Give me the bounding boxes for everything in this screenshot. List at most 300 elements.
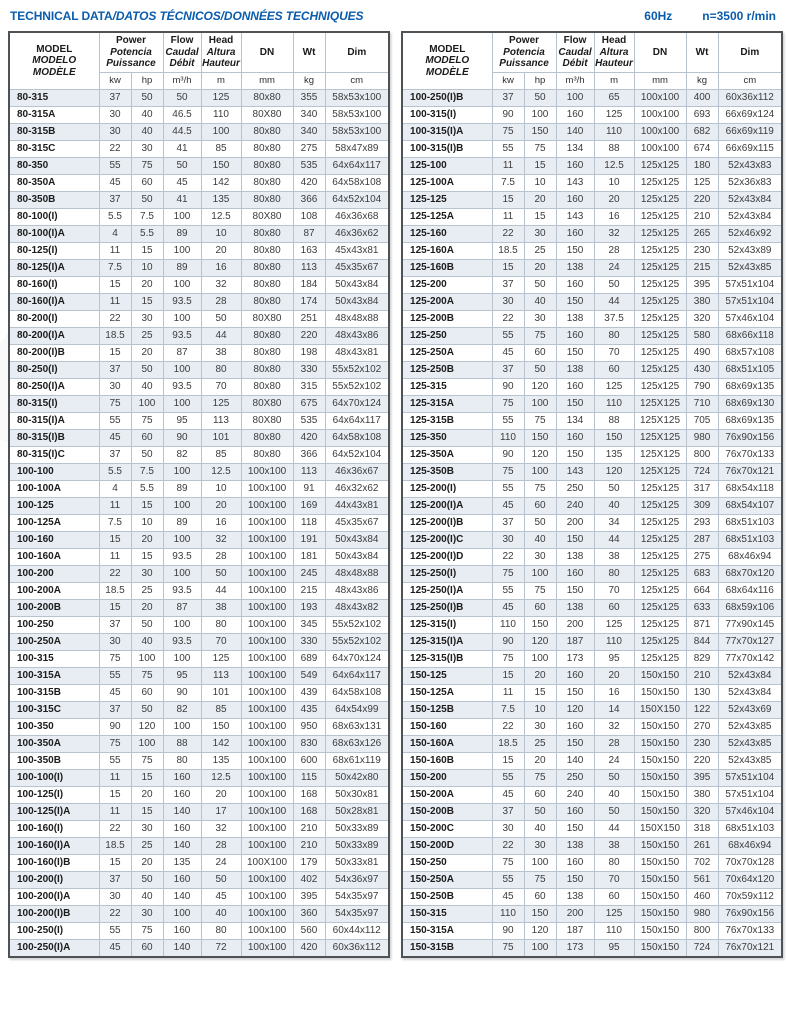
unit-dn: mm (634, 72, 686, 89)
value-cell: 60 (131, 939, 163, 957)
value-cell: 93.5 (163, 378, 201, 395)
value-cell: 135 (163, 854, 201, 871)
table-row (402, 531, 782, 548)
table-row (402, 106, 782, 123)
model-cell: 100-315(I)A (402, 123, 492, 140)
value-cell: 439 (293, 684, 325, 701)
value-cell: 100x100 (241, 871, 293, 888)
value-cell: 169 (293, 497, 325, 514)
unit-head: m (201, 72, 241, 89)
value-cell: 60 (524, 344, 556, 361)
value-cell: 110 (201, 106, 241, 123)
value-cell: 70x64x120 (718, 871, 782, 888)
value-cell: 37 (492, 803, 524, 820)
value-cell: 140 (556, 123, 594, 140)
value-cell: 70 (201, 633, 241, 650)
value-cell: 75 (524, 140, 556, 157)
value-cell: 68x69x135 (718, 378, 782, 395)
value-cell: 100x100 (241, 548, 293, 565)
value-cell: 251 (293, 310, 325, 327)
value-cell: 100x100 (241, 735, 293, 752)
table-row (9, 565, 389, 582)
value-cell: 68x57x108 (718, 344, 782, 361)
value-cell: 160 (556, 378, 594, 395)
model-cell: 80-100(I) (9, 208, 99, 225)
value-cell: 52x43x83 (718, 157, 782, 174)
value-cell: 65 (594, 89, 634, 106)
value-cell: 75 (524, 769, 556, 786)
model-cell: 125-200(I)C (402, 531, 492, 548)
value-cell: 100x100 (241, 718, 293, 735)
value-cell: 210 (686, 208, 718, 225)
value-cell: 80 (201, 361, 241, 378)
value-cell: 30 (131, 310, 163, 327)
value-cell: 150 (594, 429, 634, 446)
value-cell: 55x52x102 (325, 361, 389, 378)
value-cell: 293 (686, 514, 718, 531)
model-cell: 80-350B (9, 191, 99, 208)
value-cell: 76x90x156 (718, 905, 782, 922)
value-cell: 100x100 (241, 752, 293, 769)
value-cell: 45 (492, 786, 524, 803)
model-cell: 100-315(I) (402, 106, 492, 123)
value-cell: 160 (163, 871, 201, 888)
table-row (402, 701, 782, 718)
value-cell: 60 (594, 599, 634, 616)
value-cell: 150x150 (634, 854, 686, 871)
value-cell: 45 (99, 684, 131, 701)
value-cell: 125 (686, 174, 718, 191)
value-cell: 93.5 (163, 633, 201, 650)
value-cell: 32 (201, 531, 241, 548)
value-cell: 44 (594, 820, 634, 837)
value-cell: 22 (492, 225, 524, 242)
value-cell: 54x36x97 (325, 871, 389, 888)
value-cell: 93.5 (163, 293, 201, 310)
value-cell: 101 (201, 429, 241, 446)
value-cell: 40 (524, 820, 556, 837)
value-cell: 200 (556, 616, 594, 633)
value-cell: 37 (99, 89, 131, 106)
value-cell: 75 (99, 735, 131, 752)
value-cell: 250 (556, 769, 594, 786)
value-cell: 50 (131, 361, 163, 378)
table-row (402, 888, 782, 905)
value-cell: 150x150 (634, 922, 686, 939)
table-row (9, 582, 389, 599)
value-cell: 40 (131, 378, 163, 395)
value-cell: 25 (131, 327, 163, 344)
table-row (402, 242, 782, 259)
value-cell: 45 (163, 174, 201, 191)
value-cell: 60 (524, 888, 556, 905)
value-cell: 315 (293, 378, 325, 395)
model-cell: 100-350B (9, 752, 99, 769)
value-cell: 20 (201, 497, 241, 514)
value-cell: 150x150 (634, 939, 686, 957)
table-row (402, 599, 782, 616)
model-cell: 100-160(I) (9, 820, 99, 837)
value-cell: 18.5 (99, 582, 131, 599)
value-cell: 40 (131, 106, 163, 123)
value-cell: 60 (131, 684, 163, 701)
model-cell: 80-315(I) (9, 395, 99, 412)
value-cell: 20 (201, 242, 241, 259)
table-row (402, 208, 782, 225)
value-cell: 66x69x115 (718, 140, 782, 157)
model-cell: 100-250(I)B (402, 89, 492, 106)
table-row (9, 259, 389, 276)
value-cell: 15 (524, 157, 556, 174)
value-cell: 174 (293, 293, 325, 310)
value-cell: 37 (99, 616, 131, 633)
value-cell: 30 (99, 123, 131, 140)
value-cell: 140 (163, 939, 201, 957)
value-cell: 80 (201, 616, 241, 633)
value-cell: 100x100 (241, 463, 293, 480)
model-cell: 80-315(I)A (9, 412, 99, 429)
table-row (9, 752, 389, 769)
table-row (9, 514, 389, 531)
value-cell: 55x52x102 (325, 616, 389, 633)
table-row (9, 276, 389, 293)
value-cell: 100 (524, 395, 556, 412)
value-cell: 66x69x119 (718, 123, 782, 140)
value-cell: 37 (99, 446, 131, 463)
value-cell: 100x100 (241, 922, 293, 939)
value-cell: 80x80 (241, 361, 293, 378)
value-cell: 125 (594, 616, 634, 633)
value-cell: 143 (556, 174, 594, 191)
value-cell: 844 (686, 633, 718, 650)
value-cell: 100 (556, 89, 594, 106)
model-cell: 100-250A (9, 633, 99, 650)
value-cell: 160 (163, 922, 201, 939)
value-cell: 80 (201, 922, 241, 939)
table-row (9, 786, 389, 803)
model-cell: 150-160 (402, 718, 492, 735)
model-cell: 125-200B (402, 310, 492, 327)
value-cell: 240 (556, 786, 594, 803)
value-cell: 460 (686, 888, 718, 905)
model-cell: 150-125B (402, 701, 492, 718)
value-cell: 45 (99, 939, 131, 957)
value-cell: 30 (99, 633, 131, 650)
value-cell: 95 (163, 412, 201, 429)
value-cell: 724 (686, 939, 718, 957)
value-cell: 28 (201, 837, 241, 854)
value-cell: 37 (492, 514, 524, 531)
model-cell: 100-125 (9, 497, 99, 514)
value-cell: 75 (131, 412, 163, 429)
value-cell: 80 (594, 854, 634, 871)
value-cell: 80 (594, 327, 634, 344)
table-row (9, 854, 389, 871)
value-cell: 50 (131, 701, 163, 718)
value-cell: 80x80 (241, 174, 293, 191)
value-cell: 50 (594, 276, 634, 293)
value-cell: 125 (201, 395, 241, 412)
model-cell: 125-250(I) (402, 565, 492, 582)
model-cell: 150-250 (402, 854, 492, 871)
value-cell: 100 (163, 463, 201, 480)
value-cell: 10 (524, 174, 556, 191)
table-row (402, 803, 782, 820)
value-cell: 18.5 (492, 242, 524, 259)
model-cell: 80-200(I)B (9, 344, 99, 361)
table-row (402, 667, 782, 684)
model-cell: 100-250 (9, 616, 99, 633)
value-cell: 200 (556, 514, 594, 531)
value-cell: 20 (594, 667, 634, 684)
value-cell: 18.5 (99, 837, 131, 854)
value-cell: 215 (293, 582, 325, 599)
value-cell: 395 (686, 276, 718, 293)
value-cell: 50x33x89 (325, 837, 389, 854)
value-cell: 7.5 (492, 701, 524, 718)
value-cell: 830 (293, 735, 325, 752)
model-cell: 100-350A (9, 735, 99, 752)
model-cell: 125-315(I)B (402, 650, 492, 667)
value-cell: 60 (524, 786, 556, 803)
value-cell: 168 (293, 803, 325, 820)
value-cell: 100 (524, 463, 556, 480)
value-cell: 55 (492, 140, 524, 157)
value-cell: 44 (201, 327, 241, 344)
table-row (9, 735, 389, 752)
value-cell: 100x100 (241, 667, 293, 684)
column-header-model: MODEL MODELO MODÈLE (9, 32, 99, 89)
table-row (9, 140, 389, 157)
value-cell: 46x32x62 (325, 480, 389, 497)
model-cell: 150-250A (402, 871, 492, 888)
table-row (402, 140, 782, 157)
value-cell: 430 (686, 361, 718, 378)
table-row (9, 463, 389, 480)
value-cell: 380 (686, 293, 718, 310)
value-cell: 7.5 (492, 174, 524, 191)
value-cell: 125x125 (634, 157, 686, 174)
value-cell: 30 (99, 378, 131, 395)
value-cell: 150 (556, 293, 594, 310)
spec-labels (644, 9, 776, 23)
table-row (402, 922, 782, 939)
value-cell: 125 (594, 378, 634, 395)
value-cell: 60 (524, 599, 556, 616)
value-cell: 100x100 (241, 939, 293, 957)
value-cell: 100 (163, 565, 201, 582)
value-cell: 122 (686, 701, 718, 718)
column-header-head: Head Altura Hauteur (201, 32, 241, 72)
value-cell: 100x100 (241, 531, 293, 548)
value-cell: 871 (686, 616, 718, 633)
value-cell: 318 (686, 820, 718, 837)
value-cell: 150 (524, 616, 556, 633)
value-cell: 80x80 (241, 327, 293, 344)
value-cell: 135 (201, 752, 241, 769)
value-cell: 150x150 (634, 667, 686, 684)
value-cell: 55 (492, 871, 524, 888)
value-cell: 50 (524, 276, 556, 293)
value-cell: 143 (556, 208, 594, 225)
table-row (402, 905, 782, 922)
value-cell: 22 (99, 310, 131, 327)
value-cell: 20 (131, 786, 163, 803)
value-cell: 138 (556, 259, 594, 276)
value-cell: 20 (524, 259, 556, 276)
value-cell: 22 (492, 310, 524, 327)
value-cell: 7.5 (131, 463, 163, 480)
value-cell: 160 (556, 854, 594, 871)
table-row (9, 888, 389, 905)
value-cell: 68x51x103 (718, 531, 782, 548)
value-cell: 160 (163, 769, 201, 786)
model-cell: 100-125(I) (9, 786, 99, 803)
model-cell: 80-200(I)A (9, 327, 99, 344)
column-header-dn: DN (241, 32, 293, 72)
value-cell: 89 (163, 225, 201, 242)
value-cell: 160 (556, 191, 594, 208)
value-cell: 100x100 (241, 684, 293, 701)
value-cell: 52x43x84 (718, 208, 782, 225)
value-cell: 724 (686, 463, 718, 480)
value-cell: 64x64x117 (325, 412, 389, 429)
value-cell: 75 (492, 565, 524, 582)
value-cell: 50x28x81 (325, 803, 389, 820)
model-cell: 100-200B (9, 599, 99, 616)
value-cell: 150 (556, 531, 594, 548)
model-cell: 125-315B (402, 412, 492, 429)
value-cell: 100x100 (241, 599, 293, 616)
value-cell: 50x43x84 (325, 293, 389, 310)
value-cell: 245 (293, 565, 325, 582)
value-cell: 15 (492, 191, 524, 208)
value-cell: 11 (492, 157, 524, 174)
value-cell: 220 (293, 327, 325, 344)
value-cell: 270 (686, 718, 718, 735)
value-cell: 125X125 (634, 412, 686, 429)
value-cell: 93.5 (163, 548, 201, 565)
value-cell: 261 (686, 837, 718, 854)
value-cell: 64x64x117 (325, 667, 389, 684)
value-cell: 100x100 (241, 905, 293, 922)
value-cell: 68x54x118 (718, 480, 782, 497)
value-cell: 45 (492, 599, 524, 616)
page-title-main: TECHNICAL DATA (10, 9, 113, 23)
model-cell: 125-160A (402, 242, 492, 259)
table-row (9, 531, 389, 548)
value-cell: 57x51x104 (718, 769, 782, 786)
value-cell: 76x70x121 (718, 939, 782, 957)
column-header-power: Power Potencia Puissance (99, 32, 163, 72)
value-cell: 320 (686, 803, 718, 820)
value-cell: 75 (524, 582, 556, 599)
value-cell: 90 (492, 922, 524, 939)
value-cell: 100x100 (634, 89, 686, 106)
value-cell: 22 (99, 820, 131, 837)
model-cell: 150-200B (402, 803, 492, 820)
value-cell: 138 (556, 888, 594, 905)
value-cell: 75 (99, 650, 131, 667)
table-row (9, 548, 389, 565)
model-cell: 125-350A (402, 446, 492, 463)
value-cell: 138 (556, 548, 594, 565)
value-cell: 60 (131, 429, 163, 446)
value-cell: 76x90x156 (718, 429, 782, 446)
value-cell: 160 (556, 106, 594, 123)
value-cell: 4 (99, 225, 131, 242)
value-cell: 168 (293, 786, 325, 803)
value-cell: 45 (99, 174, 131, 191)
page-header (0, 0, 786, 23)
model-cell: 80-100(I)A (9, 225, 99, 242)
value-cell: 18.5 (99, 327, 131, 344)
value-cell: 160 (556, 429, 594, 446)
value-cell: 800 (686, 922, 718, 939)
value-cell: 287 (686, 531, 718, 548)
model-cell: 100-100 (9, 463, 99, 480)
value-cell: 100 (163, 310, 201, 327)
value-cell: 68x59x106 (718, 599, 782, 616)
model-cell: 150-315 (402, 905, 492, 922)
value-cell: 20 (201, 786, 241, 803)
value-cell: 150X150 (634, 701, 686, 718)
value-cell: 58x53x100 (325, 106, 389, 123)
value-cell: 150 (556, 395, 594, 412)
value-cell: 400 (686, 89, 718, 106)
value-cell: 16 (594, 208, 634, 225)
table-row (9, 293, 389, 310)
value-cell: 366 (293, 191, 325, 208)
value-cell: 100x100 (241, 820, 293, 837)
model-cell: 80-315(I)B (9, 429, 99, 446)
value-cell: 68x70x120 (718, 565, 782, 582)
value-cell: 50 (524, 803, 556, 820)
column-header-flow: Flow Caudal Débit (556, 32, 594, 72)
value-cell: 330 (293, 361, 325, 378)
model-cell: 125-160 (402, 225, 492, 242)
value-cell: 93.5 (163, 327, 201, 344)
value-cell: 44.5 (163, 123, 201, 140)
value-cell: 125X125 (634, 429, 686, 446)
value-cell: 82 (163, 701, 201, 718)
value-cell: 38 (594, 548, 634, 565)
value-cell: 184 (293, 276, 325, 293)
table-row (402, 378, 782, 395)
value-cell: 100 (163, 395, 201, 412)
table-row (9, 922, 389, 939)
table-row (402, 174, 782, 191)
value-cell: 58x53x100 (325, 89, 389, 106)
value-cell: 80x80 (241, 191, 293, 208)
value-cell: 45x35x67 (325, 259, 389, 276)
value-cell: 80x80 (241, 225, 293, 242)
value-cell: 60x36x112 (325, 939, 389, 957)
table-row (9, 361, 389, 378)
value-cell: 30 (492, 820, 524, 837)
value-cell: 115 (293, 769, 325, 786)
value-cell: 17 (201, 803, 241, 820)
value-cell: 140 (163, 837, 201, 854)
value-cell: 80 (594, 565, 634, 582)
value-cell: 980 (686, 429, 718, 446)
value-cell: 11 (99, 497, 131, 514)
table-row (402, 446, 782, 463)
model-cell: 80-125(I) (9, 242, 99, 259)
table-row (402, 361, 782, 378)
table-row (402, 684, 782, 701)
value-cell: 50 (201, 871, 241, 888)
